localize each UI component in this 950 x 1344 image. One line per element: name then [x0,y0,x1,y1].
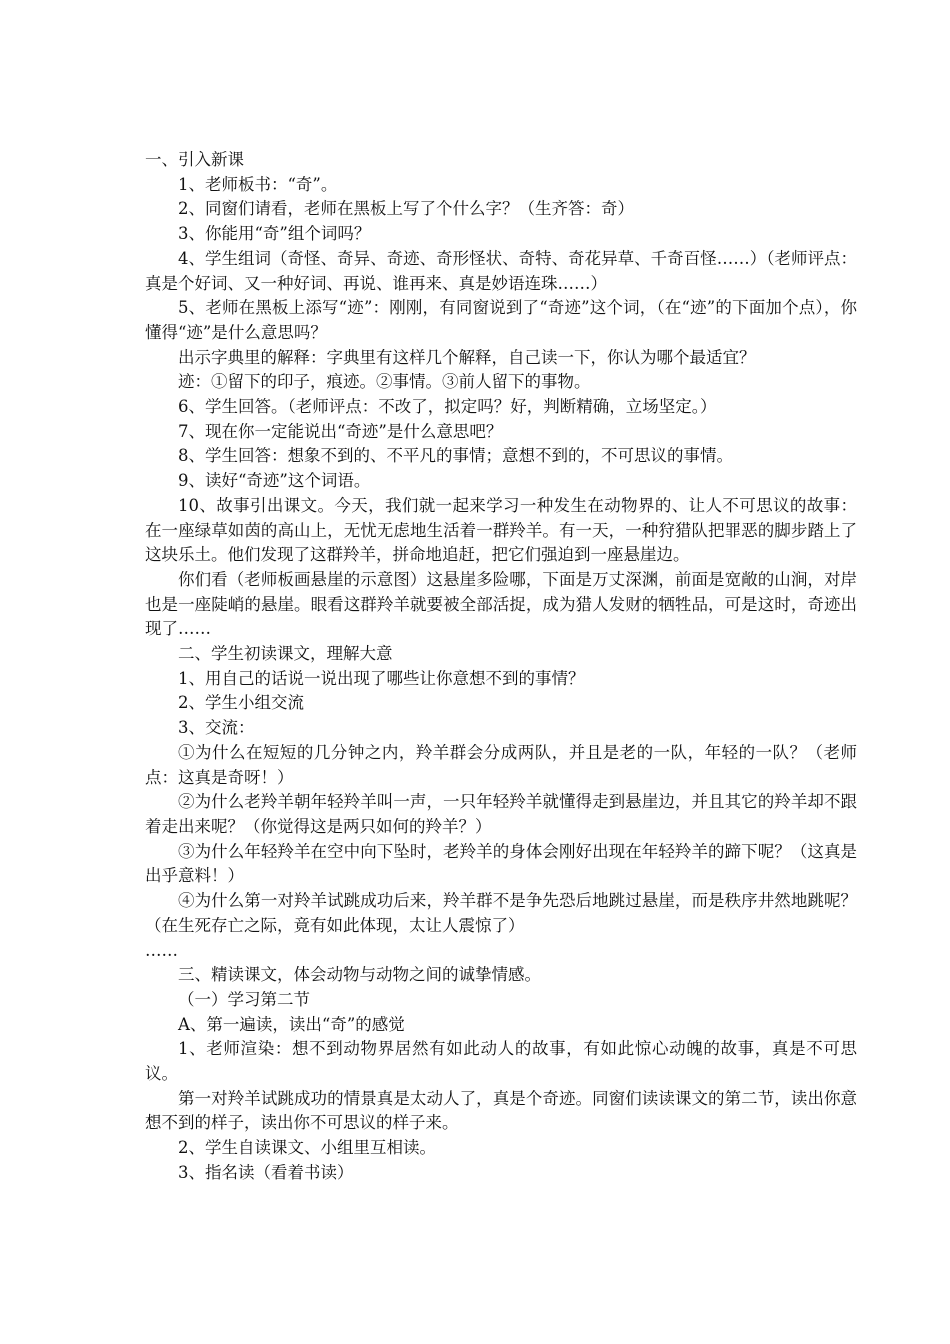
subsection-heading: （一）学习第二节 [178,989,310,1009]
paragraph: 10、故事引出课文。今天，我们就一起来学习一种发生在动物界的、让人不可思议的故事：在一座绿草如茵的高山上，无忧无虑地生活着一群羚羊。有一天，一种狩猎队把罪恶的脚步踏上了这块乐土。他们发现了这群羚羊，拼命地追赶，把它们强迫到一座悬崖边。 [145,495,857,565]
paragraph: 4、学生组词（奇怪、奇异、奇迹、奇形怪状、奇特、奇花异草、千奇百怪……）（老师评点：真是个好词、又一种好词、再说、谁再来、真是妙语连珠……） [145,248,857,293]
paragraph: 6、学生回答。（老师评点：不改了，拟定吗？好，判断精确，立场坚定。） [178,397,717,417]
paragraph: 1、用自己的话说一说出现了哪些让你意想不到的事情？ [178,668,585,688]
ellipsis-line: …… [145,940,178,960]
paragraph: 2、同窗们请看，老师在黑板上写了个什么字？（生齐答：奇） [178,199,634,219]
paragraph: ③为什么年轻羚羊在空中向下坠时，老羚羊的身体会刚好出现在年轻羚羊的蹄下呢？（这真是出乎意料！） [145,841,857,886]
paragraph: A、第一遍读，读出“奇”的感觉 [178,1014,405,1034]
paragraph: 9、读好“奇迹”这个词语。 [178,471,371,491]
paragraph: 出示字典里的解释：字典里有这样几个解释，自己读一下，你认为哪个最适宜？ [178,347,756,367]
section-heading-3: 三、精读课文，体会动物与动物之间的诚挚情感。 [178,965,541,985]
paragraph: 迹：①留下的印子，痕迹。②事情。③前人留下的事物。 [178,372,591,392]
paragraph: 8、学生回答：想象不到的、不平凡的事情；意想不到的，不可思议的事情。 [178,446,733,466]
paragraph: ①为什么在短短的几分钟之内，羚羊群会分成两队，并且是老的一队，年轻的一队？（老师点：这真是奇呀！） [145,742,857,787]
document-body [145,148,857,1186]
paragraph: 5、老师在黑板上添写“迹”：刚刚，有同窗说到了“奇迹”这个词，（在“迹”的下面加个点），你懂得“迹”是什么意思吗？ [145,298,857,342]
section-heading-1: 一、引入新课 [145,150,244,169]
paragraph: 第一对羚羊试跳成功的情景真是太动人了，真是个奇迹。同窗们读读课文的第二节，读出你意想不到的样子，读出你不可思议的样子来。 [145,1088,857,1133]
paragraph: 1、老师渲染：想不到动物界居然有如此动人的故事，有如此惊心动魄的故事，真是不可思议。 [145,1039,857,1084]
paragraph: 3、你能用“奇”组个词吗？ [178,224,371,244]
paragraph: 7、现在你一定能说出“奇迹”是什么意思吧？ [178,421,503,441]
paragraph: 2、学生小组交流 [178,693,304,713]
paragraph: 你们看（老师板画悬崖的示意图）这悬崖多险哪，下面是万丈深渊，前面是宽敞的山涧，对岸也是一座陡峭的悬崖。眼看这群羚羊就要被全部活捉，成为猎人发财的牺牲品，可是这时，奇迹出现了…… [145,569,857,639]
paragraph: 1、老师板书：“奇”。 [178,174,338,194]
paragraph: ②为什么老羚羊朝年轻羚羊叫一声，一只年轻羚羊就懂得走到悬崖边，并且其它的羚羊却不跟着走出来呢？（你觉得这是两只如何的羚羊？） [145,792,857,836]
paragraph: ④为什么第一对羚羊试跳成功后来，羚羊群不是争先恐后地跳过悬崖，而是秩序井然地跳呢？（在生死存亡之际，竟有如此体现，太让人震惊了） [145,891,857,935]
paragraph: 2、学生自读课文、小组里互相读。 [178,1138,436,1158]
paragraph: 3、交流： [178,718,255,738]
section-heading-2: 二、学生初读课文，理解大意 [178,644,393,664]
paragraph: 3、指名读（看着书读） [178,1162,354,1182]
